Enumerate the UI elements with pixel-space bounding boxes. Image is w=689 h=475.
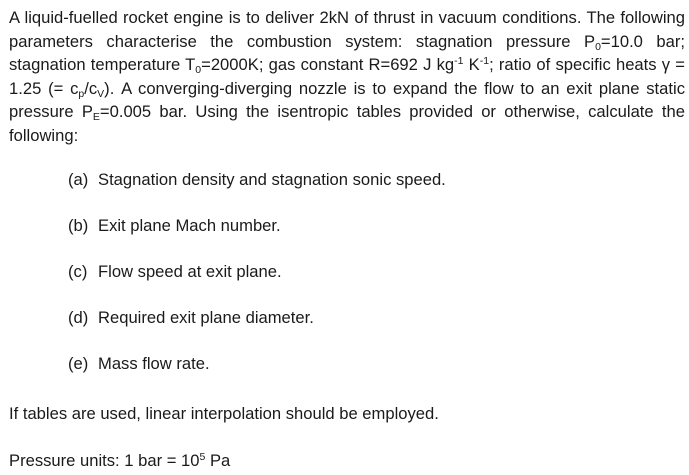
question-part-d [68,306,446,329]
subscript: V [97,87,105,100]
question-part-a [68,168,446,191]
part-letter: (a) [68,170,89,189]
problem-text: /c [84,78,98,98]
question-parts-list [68,168,446,398]
part-letter: (b) [68,216,89,235]
question-part-b [68,214,446,237]
subscript: 0 [595,40,601,53]
problem-text: ; ratio of specific heats γ = 1.25 (= c [9,55,685,98]
part-text: Required exit plane diameter. [98,308,314,327]
question-part-c [68,260,446,283]
part-text: Stagnation density and stagnation sonic speed. [98,170,446,189]
problem-text: =10.0 bar; stagnation temperature T [9,31,685,75]
part-text: Mass flow rate. [98,354,210,373]
part-letter: (e) [68,354,89,373]
pressure-units-note [9,449,230,472]
subscript: E [92,111,100,124]
superscript: -1 [454,55,464,68]
part-letter: (c) [68,262,88,281]
problem-text: =2000K; gas constant R=692 J kg [201,55,455,75]
part-letter: (d) [68,308,89,327]
subscript: p [78,87,85,100]
superscript: -1 [479,55,490,68]
interpolation-note: If tables are used, linear interpolation should be employed. [9,404,439,423]
problem-text: A liquid-fuelled rocket engine is to deliver 2kN of thrust in vacuum conditions. The following parameters characterise the combustion system: stagnation pressure P [9,8,685,51]
question-part-e [68,352,446,375]
problem-text: ). A converging-diverging nozzle is to expand the flow to an exit plane static pressure P [9,78,685,122]
part-text: Exit plane Mach number. [98,216,281,235]
pressure-units-text: Pressure units: 1 bar = 10 [9,451,200,470]
pressure-units-unit: Pa [205,451,231,470]
superscript: 5 [199,451,206,463]
problem-text: K [463,55,480,75]
part-text: Flow speed at exit plane. [98,262,282,281]
problem-text: =0.005 bar. Using the isentropic tables provided or otherwise, calculate the following: [9,102,685,145]
problem-statement [9,6,685,148]
subscript: 0 [195,64,202,77]
